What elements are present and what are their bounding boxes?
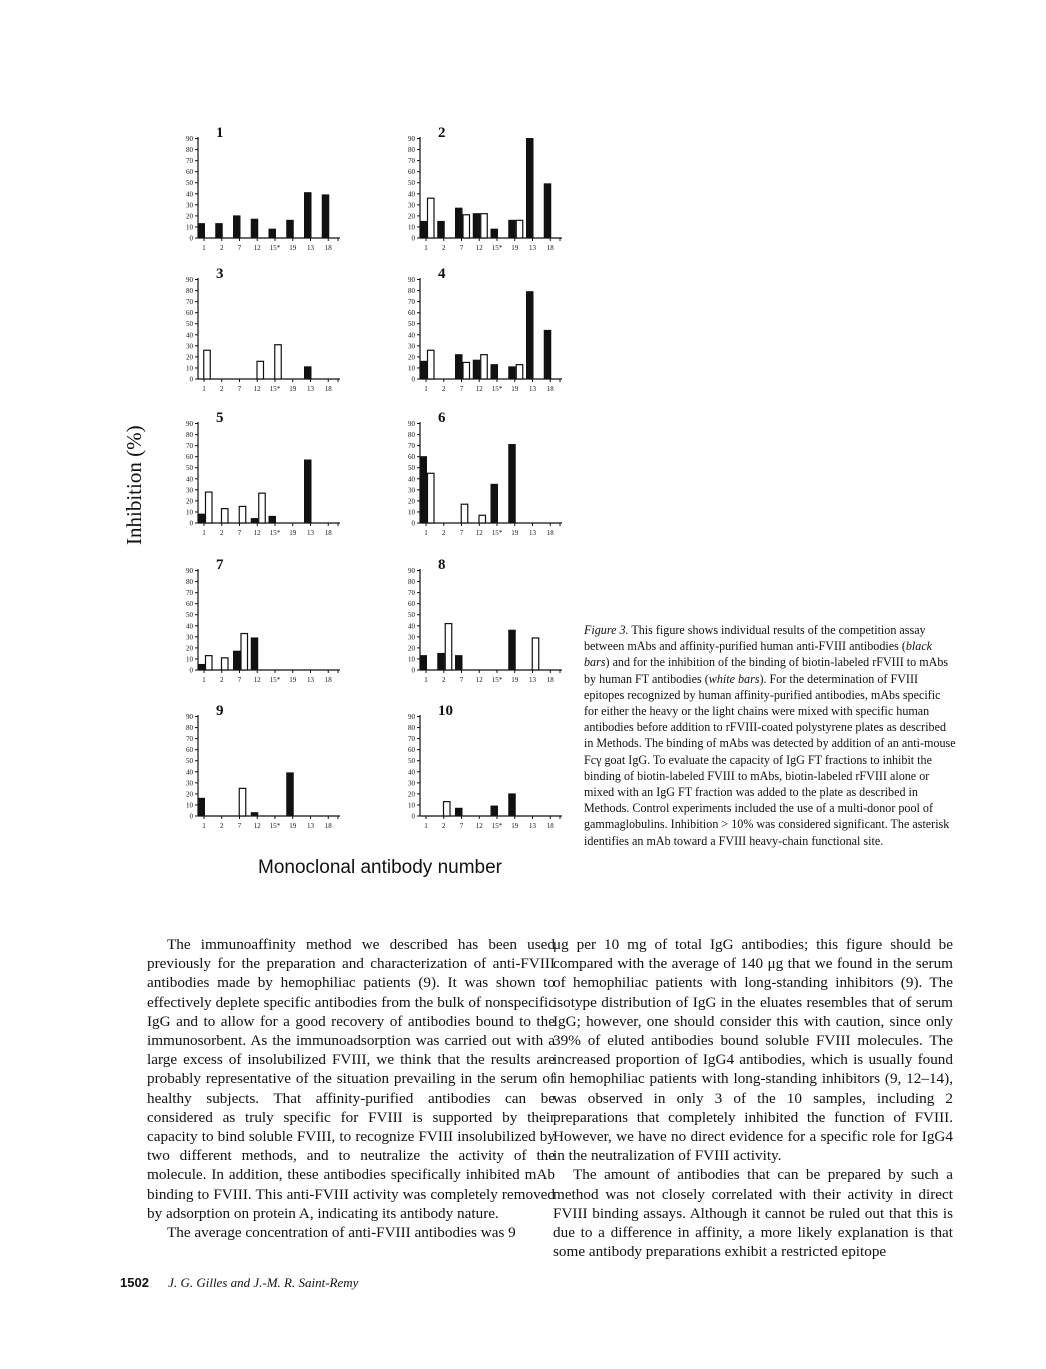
y-tick-label: 30 bbox=[408, 342, 415, 351]
x-tick-label: 12 bbox=[253, 244, 261, 252]
bar-white bbox=[239, 506, 246, 523]
y-tick-label: 90 bbox=[408, 567, 415, 576]
y-tick-label: 80 bbox=[408, 724, 415, 733]
bar-white bbox=[444, 802, 451, 816]
bar-black bbox=[544, 330, 551, 379]
y-tick-label: 30 bbox=[186, 486, 193, 495]
bar-black bbox=[305, 460, 312, 523]
x-tick-label: 2 bbox=[220, 244, 224, 252]
bar-black bbox=[216, 224, 223, 238]
x-tick-label: 13 bbox=[307, 822, 314, 830]
y-tick-label: 50 bbox=[408, 320, 415, 329]
y-tick-label: 90 bbox=[186, 135, 193, 144]
bar-black bbox=[527, 139, 534, 238]
x-tick-label: 18 bbox=[546, 529, 554, 537]
bar-white bbox=[479, 515, 486, 523]
y-tick-label: 80 bbox=[408, 287, 415, 296]
y-tick-label: 10 bbox=[186, 508, 193, 517]
bar-black bbox=[198, 664, 205, 670]
bar-black bbox=[251, 813, 258, 816]
x-tick-label: 1 bbox=[424, 385, 428, 393]
y-tick-label: 40 bbox=[408, 622, 415, 631]
bar-white bbox=[257, 361, 264, 379]
bar-white bbox=[516, 220, 523, 238]
y-tick-label: 80 bbox=[186, 146, 193, 155]
y-tick-label: 70 bbox=[408, 442, 415, 451]
x-tick-label: 18 bbox=[324, 385, 332, 393]
y-tick-label: 20 bbox=[408, 353, 415, 362]
bar-black bbox=[251, 519, 258, 523]
x-tick-label: 13 bbox=[307, 676, 314, 684]
y-tick-label: 60 bbox=[408, 600, 415, 609]
x-tick-label: 2 bbox=[442, 822, 446, 830]
y-tick-label: 50 bbox=[186, 611, 193, 620]
x-tick-label: 19 bbox=[511, 529, 519, 537]
y-tick-label: 90 bbox=[408, 135, 415, 144]
y-tick-label: 20 bbox=[408, 212, 415, 221]
x-tick-label: 18 bbox=[546, 244, 554, 252]
panel-label: 10 bbox=[438, 703, 453, 719]
x-tick-label: 2 bbox=[442, 244, 446, 252]
caption-white-bars: white bars bbox=[708, 671, 760, 686]
y-tick-label: 40 bbox=[408, 331, 415, 340]
caption-text-2: ) and for the inhibition of the binding of biotin-labeled rFVIII to mAbs by human FT antibodies ( bbox=[584, 655, 949, 686]
y-tick-label: 90 bbox=[186, 713, 193, 722]
x-tick-label: 13 bbox=[529, 244, 536, 252]
y-tick-label: 90 bbox=[186, 567, 193, 576]
y-tick-label: 60 bbox=[408, 309, 415, 318]
x-tick-label: 12 bbox=[475, 385, 483, 393]
x-tick-label: 7 bbox=[237, 822, 242, 830]
bar-black bbox=[509, 445, 516, 523]
x-tick-label: 18 bbox=[546, 385, 554, 393]
x-tick-label: 2 bbox=[442, 676, 446, 684]
x-tick-label: 13 bbox=[529, 529, 536, 537]
bar-black bbox=[305, 193, 312, 238]
y-tick-label: 80 bbox=[186, 578, 193, 587]
y-tick-label: 50 bbox=[186, 320, 193, 329]
x-tick-label: 2 bbox=[220, 385, 224, 393]
y-tick-label: 60 bbox=[186, 168, 193, 177]
x-tick-label: 2 bbox=[442, 529, 446, 537]
x-tick-label: 19 bbox=[511, 244, 519, 252]
y-tick-label: 0 bbox=[189, 666, 193, 675]
y-tick-label: 20 bbox=[408, 497, 415, 506]
x-tick-label: 12 bbox=[475, 244, 483, 252]
x-tick-label: 15* bbox=[491, 529, 503, 537]
y-tick-label: 10 bbox=[186, 364, 193, 373]
bar-white bbox=[206, 492, 213, 523]
y-tick-label: 90 bbox=[408, 420, 415, 429]
page-footer bbox=[120, 1275, 358, 1291]
y-tick-label: 70 bbox=[408, 157, 415, 166]
x-tick-label: 18 bbox=[324, 529, 332, 537]
bar-black bbox=[473, 360, 480, 379]
bar-black bbox=[491, 229, 498, 238]
x-tick-label: 19 bbox=[511, 676, 519, 684]
y-tick-label: 40 bbox=[408, 768, 415, 777]
y-tick-label: 30 bbox=[408, 201, 415, 210]
x-tick-label: 7 bbox=[459, 676, 464, 684]
y-tick-label: 50 bbox=[408, 464, 415, 473]
x-tick-label: 7 bbox=[237, 529, 242, 537]
y-tick-label: 90 bbox=[408, 713, 415, 722]
x-tick-label: 19 bbox=[511, 385, 519, 393]
x-tick-label: 1 bbox=[202, 529, 206, 537]
y-tick-label: 0 bbox=[411, 234, 415, 243]
panel-label: 9 bbox=[216, 703, 224, 719]
x-tick-label: 15* bbox=[491, 822, 503, 830]
bar-black bbox=[198, 224, 205, 238]
bar-white bbox=[461, 504, 468, 523]
y-tick-label: 0 bbox=[411, 375, 415, 384]
paragraph: The amount of antibodies that can be prepared by such a method was not closely correlated with their activity in direct FVIII binding assays. Although it cannot be ruled out that this is due to a difference in affinity, a more likely explanation is that some antibody preparations exhibit a restricted epitope bbox=[553, 1166, 953, 1261]
bar-black bbox=[420, 361, 427, 379]
caption-label: Figure 3. bbox=[584, 623, 629, 637]
bar-black bbox=[473, 214, 480, 238]
x-tick-label: 12 bbox=[253, 529, 261, 537]
x-tick-label: 18 bbox=[324, 244, 332, 252]
bar-black bbox=[198, 514, 205, 523]
y-tick-label: 80 bbox=[186, 431, 193, 440]
bar-black bbox=[269, 229, 276, 238]
bar-black bbox=[456, 208, 463, 238]
x-tick-label: 15* bbox=[269, 822, 281, 830]
bar-black bbox=[544, 184, 551, 238]
bar-black bbox=[491, 484, 498, 523]
x-tick-label: 1 bbox=[202, 385, 206, 393]
x-tick-label: 15* bbox=[269, 244, 281, 252]
x-tick-label: 19 bbox=[511, 822, 519, 830]
bar-black bbox=[438, 221, 445, 238]
x-tick-label: 18 bbox=[324, 822, 332, 830]
y-tick-label: 20 bbox=[186, 353, 193, 362]
bar-black bbox=[269, 516, 276, 523]
bar-black bbox=[234, 216, 241, 238]
panel-label: 8 bbox=[438, 557, 446, 573]
y-tick-label: 0 bbox=[189, 234, 193, 243]
y-tick-label: 30 bbox=[186, 342, 193, 351]
y-tick-label: 60 bbox=[186, 453, 193, 462]
y-tick-label: 10 bbox=[186, 655, 193, 664]
bar-white bbox=[275, 345, 282, 379]
bar-black bbox=[322, 195, 329, 238]
paragraph: μg per 10 mg of total IgG antibodies; this figure should be compared with the average of 140 μg that we found in the serum of hemophiliac patients with long-standing inhibitors (9). The isotype distribution of IgG in the eluates resembles that of serum IgG; however, one should consider this with caution, since only 39% of eluted antibodies bound soluble FVIII molecules. The increased proportion of IgG4 antibodies, which is usually found in hemophiliac patients with long-standing inhibitors (9, 12–14), was observed in only 3 of the 10 samples, including 2 preparations that completely inhibited the function of FVIII. However, we have no direct evidence for a specific role for IgG4 in the neutralization of FVIII activity. bbox=[553, 936, 953, 1165]
paragraph: The average concentration of anti-FVIII antibodies was 9 bbox=[167, 1224, 516, 1242]
y-tick-label: 60 bbox=[408, 453, 415, 462]
bar-black bbox=[287, 220, 294, 238]
y-tick-label: 40 bbox=[186, 475, 193, 484]
y-tick-label: 80 bbox=[186, 724, 193, 733]
panel-label: 6 bbox=[438, 410, 446, 426]
bar-black bbox=[509, 220, 516, 238]
bar-black bbox=[509, 794, 516, 816]
y-tick-label: 10 bbox=[408, 223, 415, 232]
x-tick-label: 13 bbox=[529, 676, 536, 684]
bar-black bbox=[509, 630, 516, 670]
y-tick-label: 10 bbox=[186, 223, 193, 232]
bar-panels bbox=[110, 110, 590, 870]
x-tick-label: 1 bbox=[202, 822, 206, 830]
x-tick-label: 1 bbox=[424, 244, 428, 252]
y-tick-label: 20 bbox=[186, 644, 193, 653]
y-tick-label: 50 bbox=[408, 611, 415, 620]
x-axis-title: Monoclonal antibody number bbox=[258, 857, 502, 878]
x-tick-label: 15* bbox=[269, 385, 281, 393]
y-tick-label: 70 bbox=[408, 735, 415, 744]
bar-black bbox=[420, 656, 427, 670]
bar-white bbox=[516, 365, 523, 379]
y-tick-label: 70 bbox=[408, 589, 415, 598]
y-tick-label: 40 bbox=[408, 190, 415, 199]
y-tick-label: 90 bbox=[186, 420, 193, 429]
bar-white bbox=[481, 355, 488, 379]
y-tick-label: 70 bbox=[186, 442, 193, 451]
x-tick-label: 13 bbox=[307, 244, 314, 252]
body-column-right bbox=[553, 935, 953, 1261]
y-tick-label: 50 bbox=[408, 179, 415, 188]
y-tick-label: 0 bbox=[411, 519, 415, 528]
y-tick-label: 20 bbox=[186, 212, 193, 221]
x-tick-label: 7 bbox=[459, 822, 464, 830]
y-tick-label: 10 bbox=[186, 801, 193, 810]
x-tick-label: 18 bbox=[324, 676, 332, 684]
x-tick-label: 7 bbox=[237, 244, 242, 252]
y-tick-label: 10 bbox=[408, 508, 415, 517]
x-tick-label: 1 bbox=[424, 822, 428, 830]
paragraph: The immunoaffinity method we described has been used previously for the preparation and characterization of anti-FVIII antibodies made by hemophiliac patients (9). It was shown to effectively deplete specific antibodies from the bulk of nonspecific IgG and to allow for a good recovery of antibodies bound to the immunosorbent. As the immunoadsorption was carried out with a large excess of insolubilized FVIII, we think that the results are probably representative of the situation prevailing in the serum of healthy subjects. That affinity-purified antibodies can be considered as truly specific for FVIII is supported by their capacity to bind soluble FVIII, to recognize FVIII insolubilized by two different methods, and to neutralize the activity of the molecule. In addition, these antibodies specifically inhibited mAb binding to FVIII. This anti-FVIII activity was completely removed by adsorption on protein A, indicating its antibody nature. bbox=[147, 936, 555, 1222]
y-tick-label: 10 bbox=[408, 364, 415, 373]
panel-label: 4 bbox=[438, 266, 446, 282]
y-tick-label: 60 bbox=[186, 600, 193, 609]
x-tick-label: 19 bbox=[289, 529, 297, 537]
y-tick-label: 30 bbox=[186, 779, 193, 788]
page-number: 1502 bbox=[120, 1275, 149, 1290]
bar-white bbox=[428, 350, 435, 379]
y-tick-label: 30 bbox=[408, 779, 415, 788]
x-tick-label: 13 bbox=[529, 822, 536, 830]
y-tick-label: 20 bbox=[186, 497, 193, 506]
y-axis-title: Inhibition (%) bbox=[122, 425, 146, 545]
y-tick-label: 30 bbox=[408, 486, 415, 495]
x-tick-label: 1 bbox=[202, 676, 206, 684]
y-tick-label: 0 bbox=[189, 519, 193, 528]
panel-label: 3 bbox=[216, 266, 224, 282]
bar-white bbox=[204, 350, 211, 379]
x-tick-label: 15* bbox=[269, 529, 281, 537]
bar-black bbox=[527, 292, 534, 379]
bar-white bbox=[239, 788, 246, 816]
bar-white bbox=[532, 638, 539, 670]
bar-white bbox=[222, 658, 229, 670]
bar-white bbox=[241, 634, 248, 670]
y-tick-label: 90 bbox=[186, 276, 193, 285]
y-tick-label: 10 bbox=[408, 655, 415, 664]
x-tick-label: 1 bbox=[202, 244, 206, 252]
y-tick-label: 70 bbox=[186, 298, 193, 307]
y-tick-label: 0 bbox=[411, 812, 415, 821]
x-tick-label: 12 bbox=[253, 385, 261, 393]
y-tick-label: 20 bbox=[186, 790, 193, 799]
y-tick-label: 50 bbox=[186, 464, 193, 473]
running-authors: J. G. Gilles and J.-M. R. Saint-Remy bbox=[168, 1275, 359, 1290]
y-tick-label: 70 bbox=[408, 298, 415, 307]
figure-caption bbox=[584, 622, 956, 849]
bar-black bbox=[491, 806, 498, 816]
x-tick-label: 12 bbox=[475, 529, 483, 537]
x-tick-label: 13 bbox=[307, 529, 314, 537]
y-tick-label: 80 bbox=[408, 578, 415, 587]
bar-black bbox=[420, 457, 427, 523]
y-tick-label: 40 bbox=[186, 622, 193, 631]
y-tick-label: 60 bbox=[408, 746, 415, 755]
figure-3 bbox=[110, 110, 590, 900]
x-tick-label: 15* bbox=[491, 385, 503, 393]
x-tick-label: 12 bbox=[475, 822, 483, 830]
bar-black bbox=[491, 365, 498, 379]
y-tick-label: 80 bbox=[408, 146, 415, 155]
x-tick-label: 18 bbox=[546, 676, 554, 684]
y-tick-label: 50 bbox=[408, 757, 415, 766]
x-tick-label: 7 bbox=[237, 676, 242, 684]
x-tick-label: 12 bbox=[475, 676, 483, 684]
bar-white bbox=[463, 215, 470, 238]
x-tick-label: 1 bbox=[424, 676, 428, 684]
y-tick-label: 70 bbox=[186, 735, 193, 744]
bar-black bbox=[287, 773, 294, 816]
x-tick-label: 2 bbox=[220, 822, 224, 830]
bar-black bbox=[456, 355, 463, 379]
x-tick-label: 19 bbox=[289, 244, 297, 252]
y-tick-label: 60 bbox=[408, 168, 415, 177]
bar-white bbox=[206, 656, 213, 670]
x-tick-label: 12 bbox=[253, 676, 261, 684]
y-tick-label: 70 bbox=[186, 589, 193, 598]
y-tick-label: 40 bbox=[186, 768, 193, 777]
panel-label: 2 bbox=[438, 125, 446, 141]
bar-black bbox=[456, 808, 463, 816]
x-tick-label: 7 bbox=[459, 244, 464, 252]
y-tick-label: 50 bbox=[186, 179, 193, 188]
bar-black bbox=[198, 798, 205, 816]
y-tick-label: 20 bbox=[408, 644, 415, 653]
body-column-left bbox=[147, 935, 555, 1242]
bar-white bbox=[428, 198, 435, 238]
panel-label: 1 bbox=[216, 125, 224, 141]
bar-white bbox=[445, 624, 452, 670]
bar-black bbox=[509, 367, 516, 379]
bar-black bbox=[456, 656, 463, 670]
bar-white bbox=[463, 362, 470, 379]
y-tick-label: 40 bbox=[186, 331, 193, 340]
x-tick-label: 15* bbox=[491, 244, 503, 252]
x-tick-label: 19 bbox=[289, 676, 297, 684]
y-tick-label: 90 bbox=[408, 276, 415, 285]
x-tick-label: 2 bbox=[220, 676, 224, 684]
x-tick-label: 15* bbox=[491, 676, 503, 684]
bar-white bbox=[428, 473, 435, 523]
y-tick-label: 30 bbox=[408, 633, 415, 642]
x-tick-label: 19 bbox=[289, 385, 297, 393]
y-tick-label: 0 bbox=[411, 666, 415, 675]
bar-white bbox=[222, 509, 229, 523]
x-tick-label: 7 bbox=[459, 529, 464, 537]
y-tick-label: 80 bbox=[186, 287, 193, 296]
y-tick-label: 80 bbox=[408, 431, 415, 440]
y-tick-label: 30 bbox=[186, 633, 193, 642]
y-tick-label: 10 bbox=[408, 801, 415, 810]
caption-black-bars: black bars bbox=[584, 639, 933, 670]
x-tick-label: 19 bbox=[289, 822, 297, 830]
bar-black bbox=[251, 219, 258, 238]
bar-white bbox=[259, 493, 266, 523]
x-tick-label: 7 bbox=[459, 385, 464, 393]
x-tick-label: 12 bbox=[253, 822, 261, 830]
y-tick-label: 0 bbox=[189, 812, 193, 821]
x-tick-label: 2 bbox=[220, 529, 224, 537]
x-tick-label: 18 bbox=[546, 822, 554, 830]
caption-text-3: ). For the determination of FVIII epitopes recognized by human affinity-purified antibodies, mAbs specific for either the heavy or the light chains were mixed with specific human antibodies before addition to rFVIII-coated polystyrene plates as described in Methods. The binding of mAbs was detected by addition of an anti-mouse Fcγ goat IgG. To evaluate the capacity of IgG FT fractions to inhibit the binding of biotin-labeled FVIII to mAbs, biotin-labeled rFVIII alone or mixed with an IgG FT fraction was added to the plate as described in Methods. Control experiments included the use of a multi-donor pool of gammaglobulins. Inhibition > 10% was considered significant. The asterisk identifies an mAb toward a FVIII heavy-chain functional site. bbox=[584, 671, 956, 848]
bar-white bbox=[481, 214, 488, 238]
caption-text-1: This figure shows individual results of the competition assay between mAbs and affinity-purified human anti-FVIII antibodies ( bbox=[584, 623, 926, 654]
x-tick-label: 15* bbox=[269, 676, 281, 684]
bar-black bbox=[234, 651, 241, 670]
x-tick-label: 1 bbox=[424, 529, 428, 537]
x-tick-label: 13 bbox=[529, 385, 536, 393]
panel-label: 7 bbox=[216, 557, 224, 573]
y-tick-label: 60 bbox=[186, 746, 193, 755]
x-tick-label: 13 bbox=[307, 385, 314, 393]
x-tick-label: 7 bbox=[237, 385, 242, 393]
y-tick-label: 70 bbox=[186, 157, 193, 166]
y-tick-label: 30 bbox=[186, 201, 193, 210]
bar-black bbox=[305, 367, 312, 379]
y-tick-label: 40 bbox=[186, 190, 193, 199]
bar-black bbox=[251, 638, 258, 670]
y-tick-label: 20 bbox=[408, 790, 415, 799]
x-tick-label: 2 bbox=[442, 385, 446, 393]
y-tick-label: 0 bbox=[189, 375, 193, 384]
bar-black bbox=[420, 221, 427, 238]
bar-black bbox=[438, 653, 445, 670]
panel-label: 5 bbox=[216, 410, 224, 426]
y-tick-label: 40 bbox=[408, 475, 415, 484]
y-tick-label: 50 bbox=[186, 757, 193, 766]
y-tick-label: 60 bbox=[186, 309, 193, 318]
